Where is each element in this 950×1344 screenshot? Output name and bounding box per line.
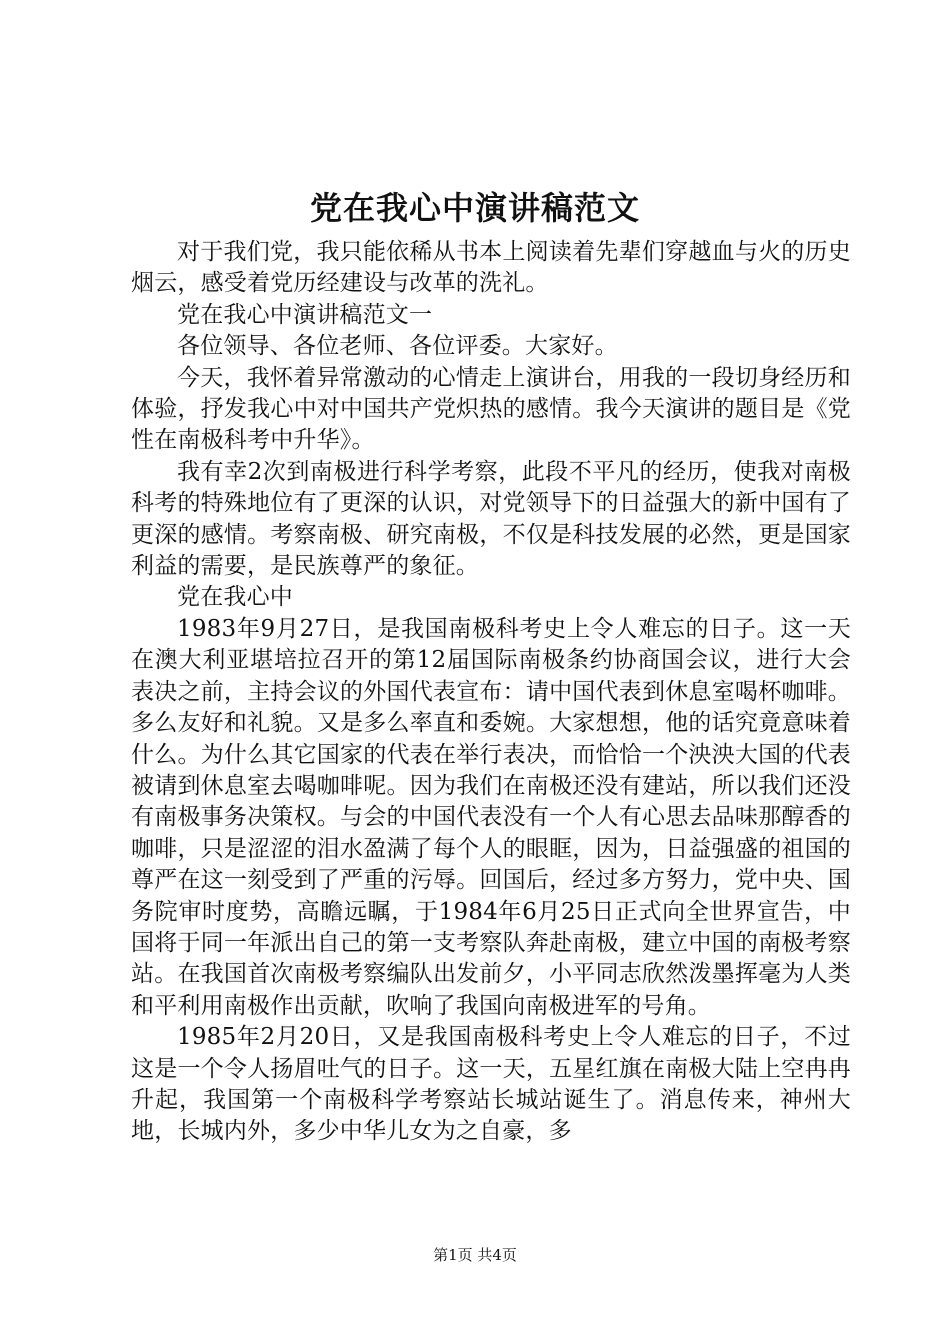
document-body [131, 237, 851, 1148]
paragraph-subheading: 党在我心中 [177, 584, 293, 611]
paragraph-intro: 对于我们党，我只能依稀从书本上阅读着先辈们穿越血与火的历史烟云，感受着党历经建设与改革的洗礼。 [131, 239, 851, 297]
page-number-footer: 第1页 共4页 [433, 1246, 517, 1264]
document-title: 党在我心中演讲稿范文 [309, 189, 640, 227]
paragraph-1985: 1985年2月20日，又是我国南极科考史上令人难忘的日子，不过这是一个令人扬眉吐气的日子。这一天，五星红旗在南极大陆上空冉冉升起，我国第一个南极科学考察站长城站诞生了。消息传来，神州大地，长城内外，多少中华儿女为之自豪，多 [131, 1024, 851, 1145]
paragraph-heading-one: 党在我心中演讲稿范文一 [177, 301, 433, 328]
paragraph-topic: 今天，我怀着异常激动的心情走上演讲台，用我的一段切身经历和体验，抒发我心中对中国共产党炽热的感情。我今天演讲的题目是《党性在南极科考中升华》。 [131, 364, 851, 454]
paragraph-greeting: 各位领导、各位老师、各位评委。大家好。 [177, 333, 618, 360]
paragraph-experience: 我有幸2次到南极进行科学考察，此段不平凡的经历，使我对南极科考的特殊地位有了更深的认识，对党领导下的日益强大的新中国有了更深的感情。考察南极、研究南极，不仅是科技发展的必然，更是国家利益的需要，是民族尊严的象征。 [131, 458, 851, 580]
paragraph-1983: 1983年9月27日，是我国南极科考史上令人难忘的日子。这一天在澳大利亚堪培拉召开的第12届国际南极条约协商国会议，进行大会表决之前，主持会议的外国代表宣布：请中国代表到休息室喝杯咖啡。多么友好和礼貌。又是多么率直和委婉。大家想想，他的话究竟意味着什么。为什么其它国家的代表在举行表决，而恰恰一个泱泱大国的代表被请到休息室去喝咖啡呢。因为我们在南极还没有建站，所以我们还没有南极事务决策权。与会的中国代表没有一个人有心思去品味那醇香的咖啡，只是涩涩的泪水盈满了每个人的眼眶，因为，日益强盛的祖国的尊严在这一刻受到了严重的污辱。回国后，经过多方努力，党中央、国务院审时度势，高瞻远瞩，于1984年6月25日正式向全世界宣告，中国将于同一年派出自己的第一支考察队奔赴南极，建立中国的南极考察站。在我国首次南极考察编队出发前夕，小平同志欣然泼墨挥毫为人类和平利用南极作出贡献，吹响了我国向南极进军的号角。 [131, 615, 851, 1019]
